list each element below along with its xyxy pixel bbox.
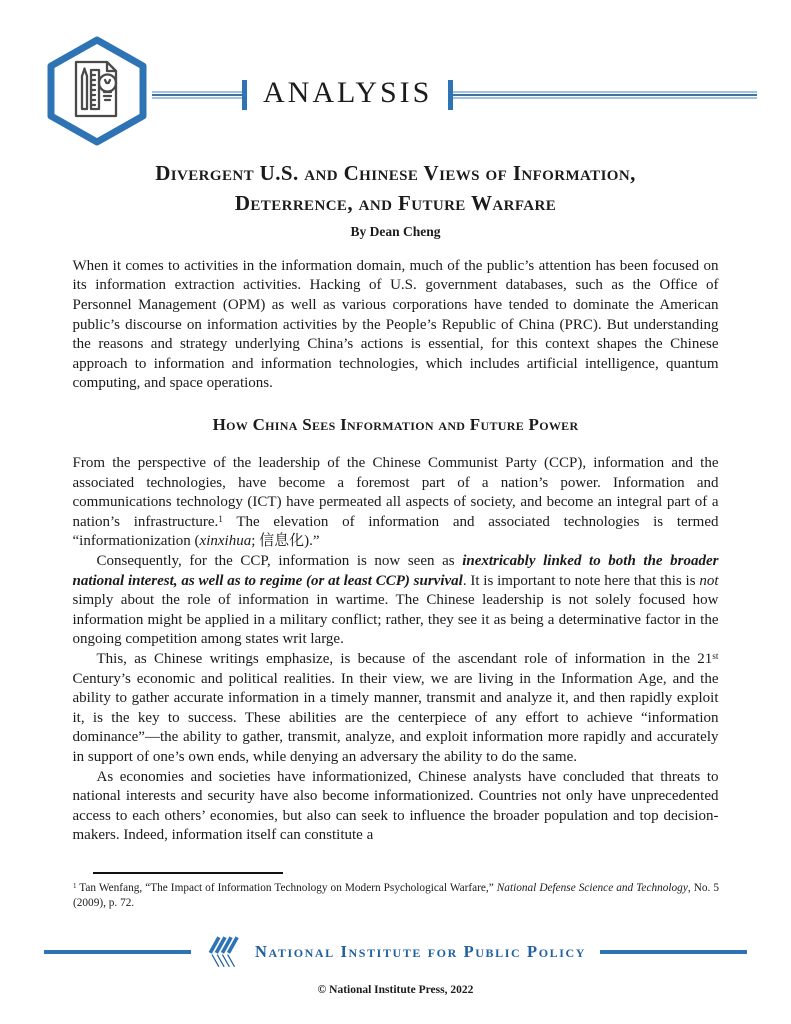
banner-line-left [152,91,242,99]
paragraph-informationized: As economies and societies have informationized, Chinese analysts have concluded that threats to national interests and security have also become informationized. Countries not only have unprecedented access to each others’ economies, but also can seek to influence the broader population and top decision-makers. Indeed, information itself can constitute a [72,768,719,844]
page-footer [44,933,747,996]
paragraph-intro: When it comes to activities in the information domain, much of the public’s attention has been focused on its information extraction activities. Hacking of U.S. government databases, such as the Office of Personnel Management (OPM) as well as various corporations have tended to dominate the American public’s discourse on information activities by the People’s Republic of China (PRC). But understanding the reasons and strategy underlying China’s actions is essential, for this context shapes the Chinese approach to information and information technologies, which includes artificial intelligence, quantum computing, and space operations. [72,257,719,392]
section-heading: How China Sees Information and Future Power [212,415,579,435]
analysis-hexagon-logo-icon [44,36,150,146]
paragraph-consequently: Consequently, for the CCP, information is now seen as inextricably linked to both the broader national interest, as well as to regime (or at least CCP) survival. It is important to note here that this is not simply about the role of information in wartime. The Chinese leadership is not solely focused how information might be applied in a military conflict; rather, they see it as being a determinative factor in the ongoing competition among states writ large. [72,553,719,648]
footer-band [44,933,747,971]
banner-bar-left [242,80,247,110]
paragraph-ascendant-role: This, as Chinese writings emphasize, is because of the ascendant role of information in the 21st Century’s economic and political realities. In their view, we are living in the Information Age, and the ability to gather accurate information in a timely manner, transmit and analyze it, and then rapidly exploit it, is the key to success. These abilities are the centerpiece of any effort to achieve “information dominance”—the ability to gather, transmit, analyze, and exploit information more rapidly and accurately in support of one’s own ends, while denying an adversary the ability to do the same. [72,650,719,765]
analysis-banner [152,78,757,112]
footer-line-left [44,950,191,954]
footnote-separator [93,872,283,874]
nipp-logo-icon [205,933,245,971]
banner-line-right [453,91,757,99]
masthead [0,0,791,150]
banner-label: ANALYSIS [263,76,433,109]
body-text [73,257,719,846]
byline: By Dean Cheng [350,223,441,239]
footnote-1: $^1$ Tan Wenfang, “The Impact of Information Technology on Modern Psychological Warfare,” National Defense Science and Technology, No. 5 (2009), p. 72. [73,881,719,909]
paragraph-perspective: From the perspective of the leadership of the Chinese Communist Party (CCP), information and the associated technologies, have become a foremost part of a nation’s power. Information and communications technology (ICT) have permeated all aspects of society, and become an integral part of a nation’s infrastructure.$^1$ The elevation of information and associated technologies is termed “informationization (xinxihua; 信息化).” [72,455,719,550]
organization-name: National Institute for Public Policy [254,942,587,961]
title-line-2: Deterrence, and Future Warfare [234,191,557,216]
document-title [0,158,791,219]
title-line-1: Divergent U.S. and Chinese Views of Information, [155,161,636,185]
footer-line-right [600,950,747,954]
copyright-notice: © National Institute Press, 2022 [317,984,474,996]
footnote-block [73,872,719,910]
